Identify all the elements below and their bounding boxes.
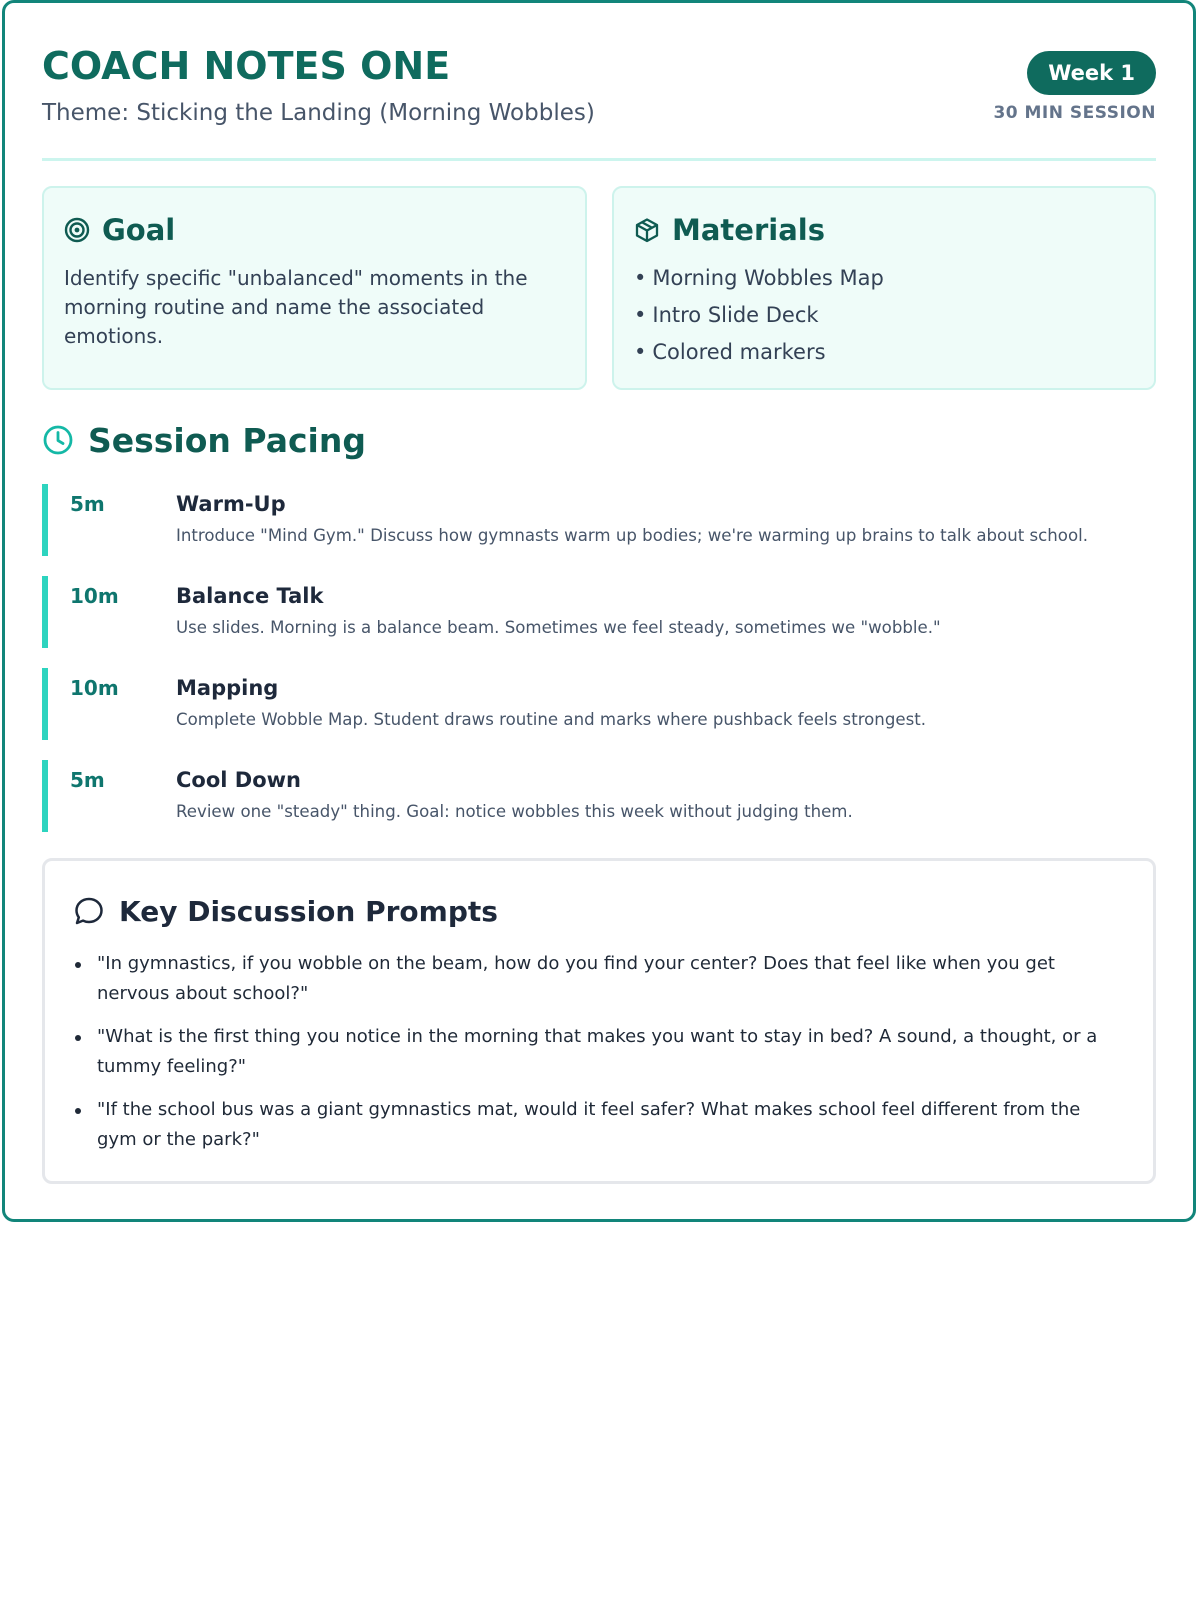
pacing-time: 5m (70, 492, 105, 516)
pacing-time: 10m (70, 676, 119, 700)
pacing-row (42, 576, 1162, 648)
materials-item: • Colored markers (634, 334, 884, 371)
session-pacing-heading: Session Pacing (88, 420, 366, 460)
page-subtitle: Theme: Sticking the Landing (Morning Wobbles) (42, 100, 595, 126)
package-icon (634, 217, 660, 243)
pacing-title: Balance Talk (176, 584, 324, 608)
week-badge: Week 1 (1027, 51, 1156, 95)
goal-panel (42, 186, 587, 390)
materials-heading-row (634, 210, 825, 250)
discussion-prompt: "What is the first thing you notice in the morning that makes you want to stay in bed? A sound, a thought, or a tummy feeling?" (75, 1022, 1115, 1082)
goal-heading-row (64, 210, 175, 250)
pacing-time: 5m (70, 768, 105, 792)
pacing-row (42, 760, 1162, 832)
target-icon (64, 217, 90, 243)
materials-item: • Morning Wobbles Map (634, 260, 884, 297)
goal-heading: Goal (102, 213, 176, 247)
pacing-row (42, 668, 1162, 740)
materials-heading: Materials (672, 213, 825, 247)
header (42, 44, 1156, 161)
pacing-description: Review one "steady" thing. Goal: notice wobbles this week without judging them. (176, 802, 853, 821)
discussion-prompts-list (75, 949, 1115, 1168)
pacing-title: Mapping (176, 676, 279, 700)
speech-bubble-icon (73, 895, 105, 927)
materials-panel (612, 186, 1156, 390)
discussion-prompts-panel (42, 858, 1156, 1184)
discussion-prompts-heading: Key Discussion Prompts (119, 894, 498, 928)
pacing-row (42, 484, 1162, 556)
page-title: COACH NOTES ONE (42, 44, 451, 88)
session-pacing-heading-row (42, 418, 366, 462)
pacing-description: Introduce "Mind Gym." Discuss how gymnasts warm up bodies; we're warming up brains to talk about school. (176, 526, 1088, 545)
pacing-description: Complete Wobble Map. Student draws routine and marks where pushback feels strongest. (176, 710, 926, 729)
pacing-description: Use slides. Morning is a balance beam. Sometimes we feel steady, sometimes we "wobble." (176, 618, 941, 637)
materials-list (634, 260, 884, 371)
materials-item: • Intro Slide Deck (634, 297, 884, 334)
session-length: 30 MIN SESSION (993, 103, 1156, 123)
pacing-title: Warm-Up (176, 492, 286, 516)
clock-icon (42, 424, 74, 456)
goal-text: Identify specific "unbalanced" moments in the morning routine and name the associated emotions. (64, 266, 528, 348)
discussion-prompts-heading-row (73, 889, 498, 933)
discussion-prompt: "If the school bus was a giant gymnastics mat, would it feel safer? What makes school feel different from the gym or the park?" (75, 1095, 1115, 1155)
pacing-title: Cool Down (176, 768, 301, 792)
pacing-time: 10m (70, 584, 119, 608)
discussion-prompt: "In gymnastics, if you wobble on the beam, how do you find your center? Does that feel like when you get nervous about school?" (75, 949, 1115, 1009)
